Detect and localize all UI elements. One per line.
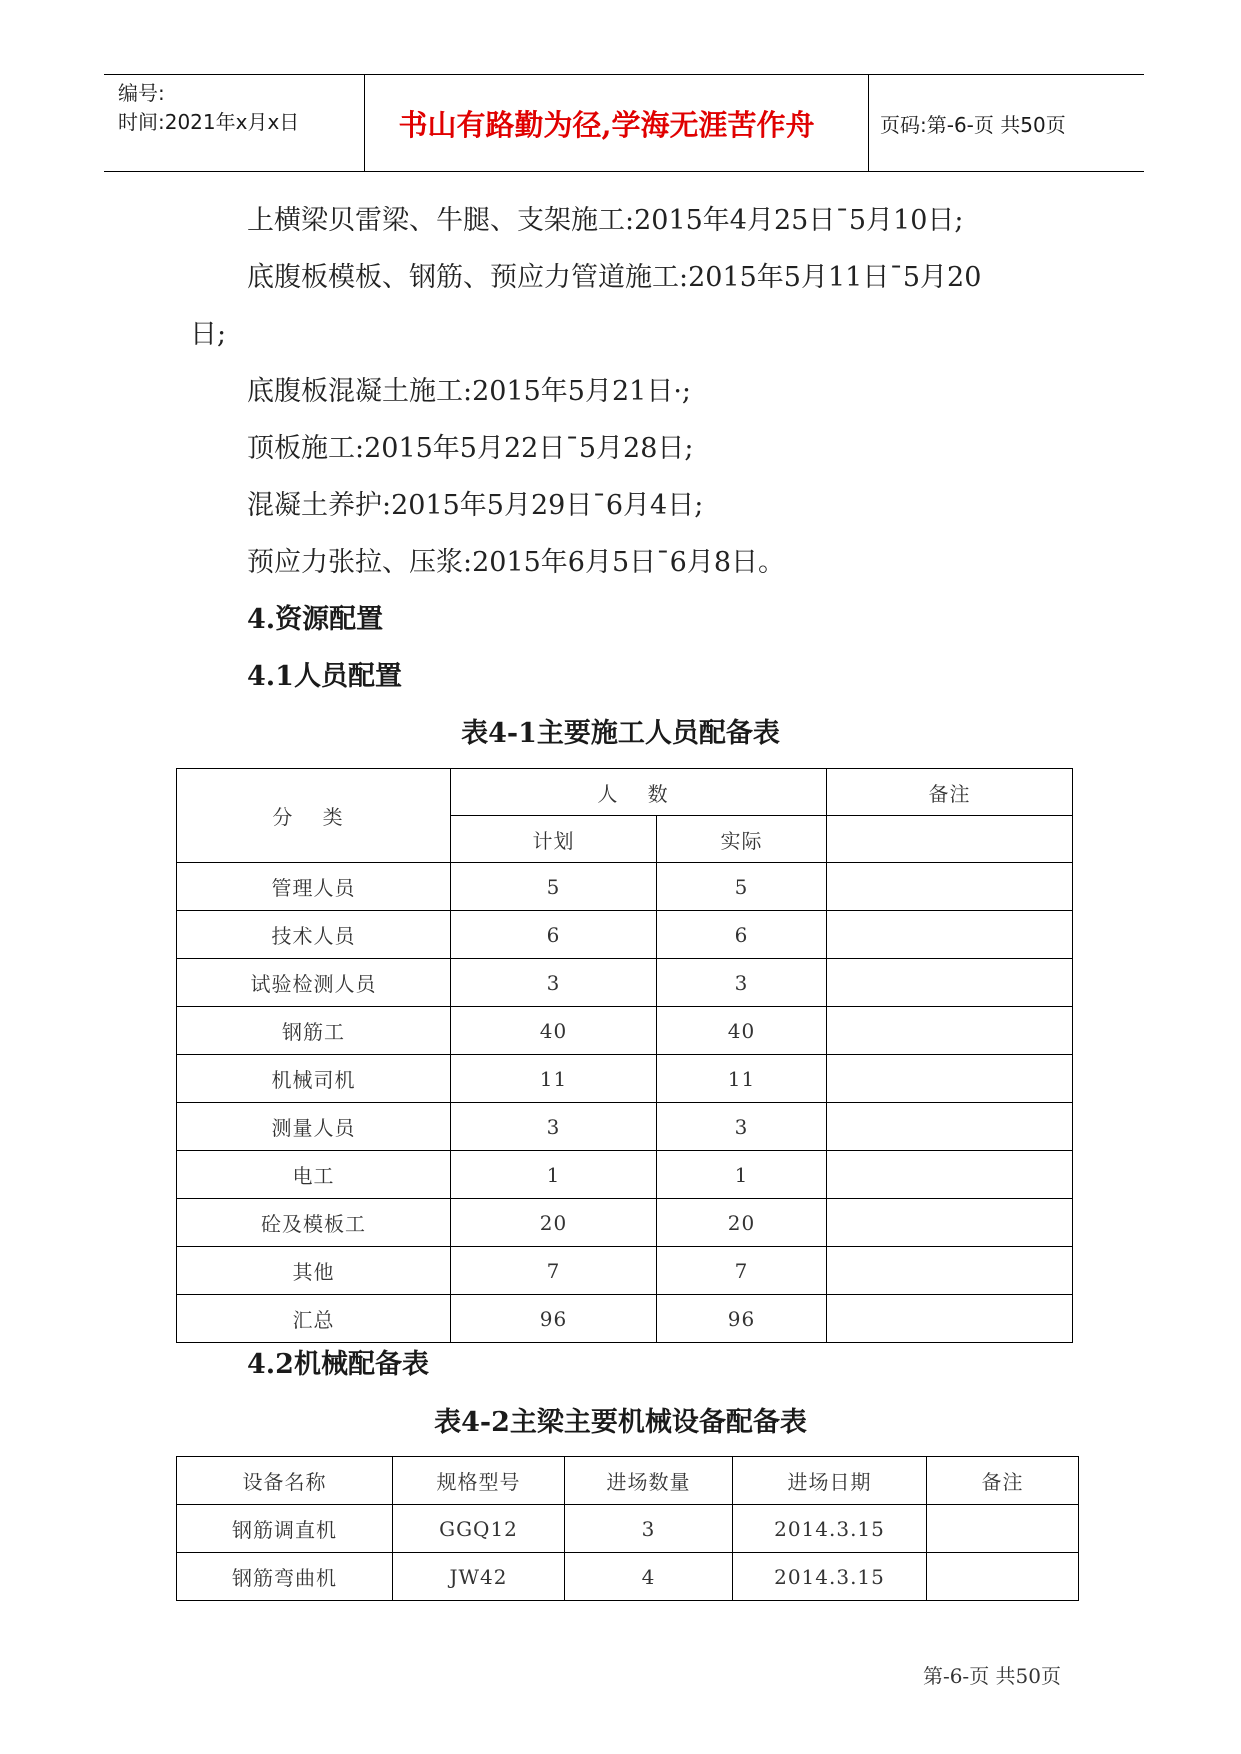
section-heading-machinery: 4.2机械配备表 bbox=[247, 1349, 429, 1380]
table-row bbox=[177, 1295, 1073, 1343]
schedule-line: 底腹板混凝土施工:2015年5月21日·; bbox=[247, 376, 692, 407]
header-remark: 备注 bbox=[827, 769, 1073, 816]
schedule-line: 顶板施工:2015年5月22日¯5月28日; bbox=[247, 433, 694, 464]
table-row bbox=[177, 1007, 1073, 1055]
row-actual: 5 bbox=[657, 863, 827, 911]
row-remark bbox=[827, 1151, 1073, 1199]
table-header-row bbox=[177, 1457, 1079, 1505]
header-actual: 实际 bbox=[657, 816, 827, 863]
row-quantity: 3 bbox=[565, 1505, 733, 1553]
table-row bbox=[177, 1247, 1073, 1295]
row-remark bbox=[827, 1247, 1073, 1295]
row-plan: 96 bbox=[451, 1295, 657, 1343]
schedule-line: 混凝土养护:2015年5月29日¯6月4日; bbox=[247, 490, 704, 521]
header-equipment-name: 设备名称 bbox=[177, 1457, 393, 1505]
row-remark bbox=[927, 1553, 1079, 1601]
row-actual: 40 bbox=[657, 1007, 827, 1055]
row-plan: 6 bbox=[451, 911, 657, 959]
row-plan: 7 bbox=[451, 1247, 657, 1295]
table-row bbox=[177, 863, 1073, 911]
document-number-label: 编号: bbox=[118, 81, 165, 105]
page-header bbox=[104, 74, 1144, 172]
row-remark bbox=[827, 959, 1073, 1007]
row-remark bbox=[827, 1103, 1073, 1151]
personnel-table bbox=[176, 768, 1073, 1343]
row-remark bbox=[827, 1295, 1073, 1343]
page-footer: 第-6-页 共50页 bbox=[922, 1664, 1061, 1688]
table-row bbox=[177, 959, 1073, 1007]
row-actual: 20 bbox=[657, 1199, 827, 1247]
row-category: 钢筋工 bbox=[177, 1007, 451, 1055]
row-equipment-name: 钢筋调直机 bbox=[177, 1505, 393, 1553]
schedule-line: 预应力张拉、压浆:2015年6月5日¯6月8日。 bbox=[247, 547, 786, 578]
header-page-info: 页码:第-6-页 共50页 bbox=[880, 112, 1066, 137]
section-heading-resource: 4.资源配置 bbox=[247, 604, 384, 635]
table-row bbox=[177, 1103, 1073, 1151]
row-actual: 11 bbox=[657, 1055, 827, 1103]
document-time: 时间:2021年x月x日 bbox=[118, 110, 300, 134]
header-model: 规格型号 bbox=[393, 1457, 565, 1505]
row-category: 管理人员 bbox=[177, 863, 451, 911]
row-remark bbox=[827, 1055, 1073, 1103]
row-actual: 3 bbox=[657, 1103, 827, 1151]
row-plan: 5 bbox=[451, 863, 657, 911]
header-remark: 备注 bbox=[927, 1457, 1079, 1505]
row-actual: 6 bbox=[657, 911, 827, 959]
row-category: 试验检测人员 bbox=[177, 959, 451, 1007]
row-actual: 1 bbox=[657, 1151, 827, 1199]
row-date: 2014.3.15 bbox=[733, 1553, 927, 1601]
row-plan: 11 bbox=[451, 1055, 657, 1103]
row-plan: 20 bbox=[451, 1199, 657, 1247]
row-category: 机械司机 bbox=[177, 1055, 451, 1103]
table-row bbox=[177, 1199, 1073, 1247]
row-plan: 3 bbox=[451, 1103, 657, 1151]
header-count: 人 数 bbox=[451, 769, 827, 816]
row-category: 技术人员 bbox=[177, 911, 451, 959]
row-category: 电工 bbox=[177, 1151, 451, 1199]
schedule-line: 底腹板模板、钢筋、预应力管道施工:2015年5月11日¯5月20 bbox=[247, 262, 982, 293]
header-quantity: 进场数量 bbox=[565, 1457, 733, 1505]
row-category: 砼及模板工 bbox=[177, 1199, 451, 1247]
schedule-line: 上横梁贝雷梁、牛腿、支架施工:2015年4月25日¯5月10日; bbox=[247, 205, 964, 236]
header-remark-blank bbox=[827, 816, 1073, 863]
row-category: 其他 bbox=[177, 1247, 451, 1295]
row-remark bbox=[827, 863, 1073, 911]
row-model: GGQ12 bbox=[393, 1505, 565, 1553]
table-row bbox=[177, 1553, 1079, 1601]
row-actual: 7 bbox=[657, 1247, 827, 1295]
header-date: 进场日期 bbox=[733, 1457, 927, 1505]
row-plan: 1 bbox=[451, 1151, 657, 1199]
row-actual: 96 bbox=[657, 1295, 827, 1343]
header-category: 分 类 bbox=[177, 769, 451, 863]
machinery-table bbox=[176, 1456, 1079, 1601]
section-heading-personnel: 4.1人员配置 bbox=[247, 661, 402, 692]
row-remark bbox=[827, 911, 1073, 959]
header-plan: 计划 bbox=[451, 816, 657, 863]
table2-caption: 表4-2主梁主要机械设备配备表 bbox=[434, 1407, 807, 1438]
table-row bbox=[177, 1505, 1079, 1553]
row-plan: 3 bbox=[451, 959, 657, 1007]
row-date: 2014.3.15 bbox=[733, 1505, 927, 1553]
table1-caption: 表4-1主要施工人员配备表 bbox=[461, 718, 780, 749]
schedule-line: 日; bbox=[190, 319, 227, 350]
table-row bbox=[177, 911, 1073, 959]
row-remark bbox=[927, 1505, 1079, 1553]
row-plan: 40 bbox=[451, 1007, 657, 1055]
row-category: 汇总 bbox=[177, 1295, 451, 1343]
row-actual: 3 bbox=[657, 959, 827, 1007]
header-motto: 书山有路勤为径,学海无涯苦作舟 bbox=[398, 107, 815, 142]
row-remark bbox=[827, 1007, 1073, 1055]
table-row bbox=[177, 1055, 1073, 1103]
row-remark bbox=[827, 1199, 1073, 1247]
row-equipment-name: 钢筋弯曲机 bbox=[177, 1553, 393, 1601]
row-category: 测量人员 bbox=[177, 1103, 451, 1151]
table-row bbox=[177, 1151, 1073, 1199]
row-quantity: 4 bbox=[565, 1553, 733, 1601]
row-model: JW42 bbox=[393, 1553, 565, 1601]
header-meta bbox=[118, 79, 368, 137]
